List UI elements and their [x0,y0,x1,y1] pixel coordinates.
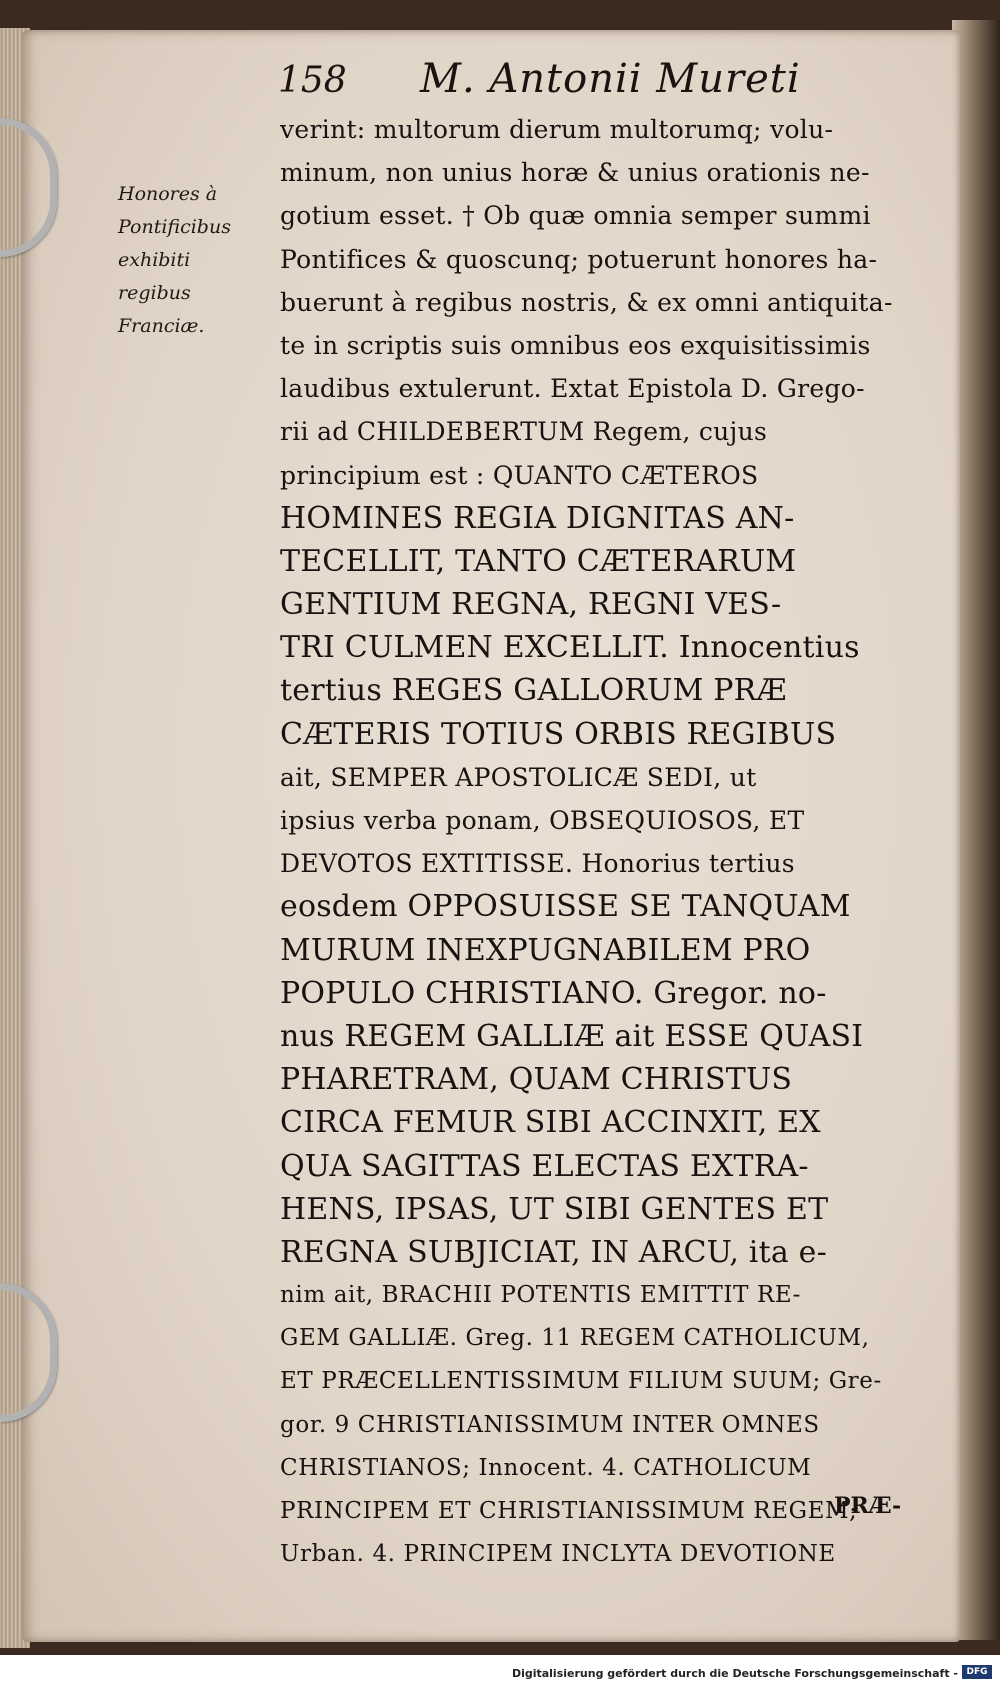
catchword: PRÆ- [834,1493,902,1519]
page-number: 158 [278,60,347,101]
text-line: CÆTERIS TOTIUS ORBIS REGIBUS [280,716,837,752]
page-header [268,52,908,116]
text-line: Pontifices & quoscunq; potuerunt honores ha- [280,244,878,274]
text-line: POPULO CHRISTIANO. Gregor. no- [280,975,827,1011]
text-line: HENS, IPSAS, UT SIBI GENTES ET [280,1191,829,1227]
text-line: ipsius verba ponam, OBSEQUIOSOS, ET [280,806,805,835]
text-line: QUA SAGITTAS ELECTAS EXTRA- [280,1148,809,1184]
text-line: Urban. 4. PRINCIPEM INCLYTA DEVOTIONE [280,1541,836,1568]
text-line: principium est : QUANTO CÆTEROS [280,460,759,490]
text-line: buerunt à regibus nostris, & ex omni antiquita- [280,287,893,317]
running-head: M. Antonii Mureti [420,56,801,102]
text-line: laudibus extulerunt. Extat Epistola D. Grego- [280,374,865,404]
margin-note-line: Franciæ. [118,315,205,337]
margin-note-line: Honores à [118,183,218,205]
margin-note [118,178,268,343]
text-line: gor. 9 CHRISTIANISSIMUM INTER OMNES [280,1411,820,1438]
text-line: verint: multorum dierum multorumq; volu- [280,115,834,144]
text-line: CHRISTIANOS; Innocent. 4. CATHOLICUM [280,1454,812,1481]
text-line: nus REGEM GALLIÆ ait ESSE QUASI [280,1018,864,1054]
text-line: minum, non unius horæ & unius orationis ne- [280,158,870,188]
text-line: GENTIUM REGNA, REGNI VES- [280,587,782,623]
margin-note-line: exhibiti [118,249,191,271]
text-line: DEVOTOS EXTITISSE. Honorius tertius [280,849,795,879]
text-line: gotium esset. † Ob quæ omnia semper summi [280,201,871,231]
text-line: te in scriptis suis omnibus eos exquisitissimis [280,330,871,360]
text-line: MURUM INEXPUGNABILEM PRO [280,932,811,968]
text-line: nim ait, BRACHII POTENTIS EMITTIT RE- [280,1282,802,1309]
text-line: GEM GALLIÆ. Greg. 11 REGEM CATHOLICUM, [280,1325,870,1352]
text-line: PHARETRAM, QUAM CHRISTUS [280,1062,793,1098]
text-line: tertius REGES GALLORUM PRÆ [280,673,787,709]
text-line: TECELLIT, TANTO CÆTERARUM [280,543,797,579]
text-line: REGNA SUBJICIAT, IN ARCU, ita e- [280,1234,827,1270]
text-line: rii ad CHILDEBERTUM Regem, cujus [280,417,768,447]
dfg-logo-icon: DFG [962,1665,992,1679]
margin-note-line: regibus [118,282,191,304]
text-line: CIRCA FEMUR SIBI ACCINXIT, EX [280,1105,821,1141]
text-line: HOMINES REGIA DIGNITAS AN- [280,500,795,536]
body-text [280,108,928,1576]
text-line: eosdem OPPOSUISSE SE TANQUAM [280,889,851,925]
footer-bar [0,1655,1000,1689]
text-line: TRI CULMEN EXCELLIT. Innocentius [280,630,860,666]
funding-credit: Digitalisierung gefördert durch die Deutsche Forschungsgemeinschaft - [511,1667,958,1680]
text-line: ait, SEMPER APOSTOLICÆ SEDI, ut [280,762,757,792]
text-line: ET PRÆCELLENTISSIMUM FILIUM SUUM; Gre- [280,1368,882,1395]
margin-note-line: Pontificibus [118,216,231,238]
text-line: PRINCIPEM ET CHRISTIANISSIMUM REGEM; [280,1498,858,1524]
